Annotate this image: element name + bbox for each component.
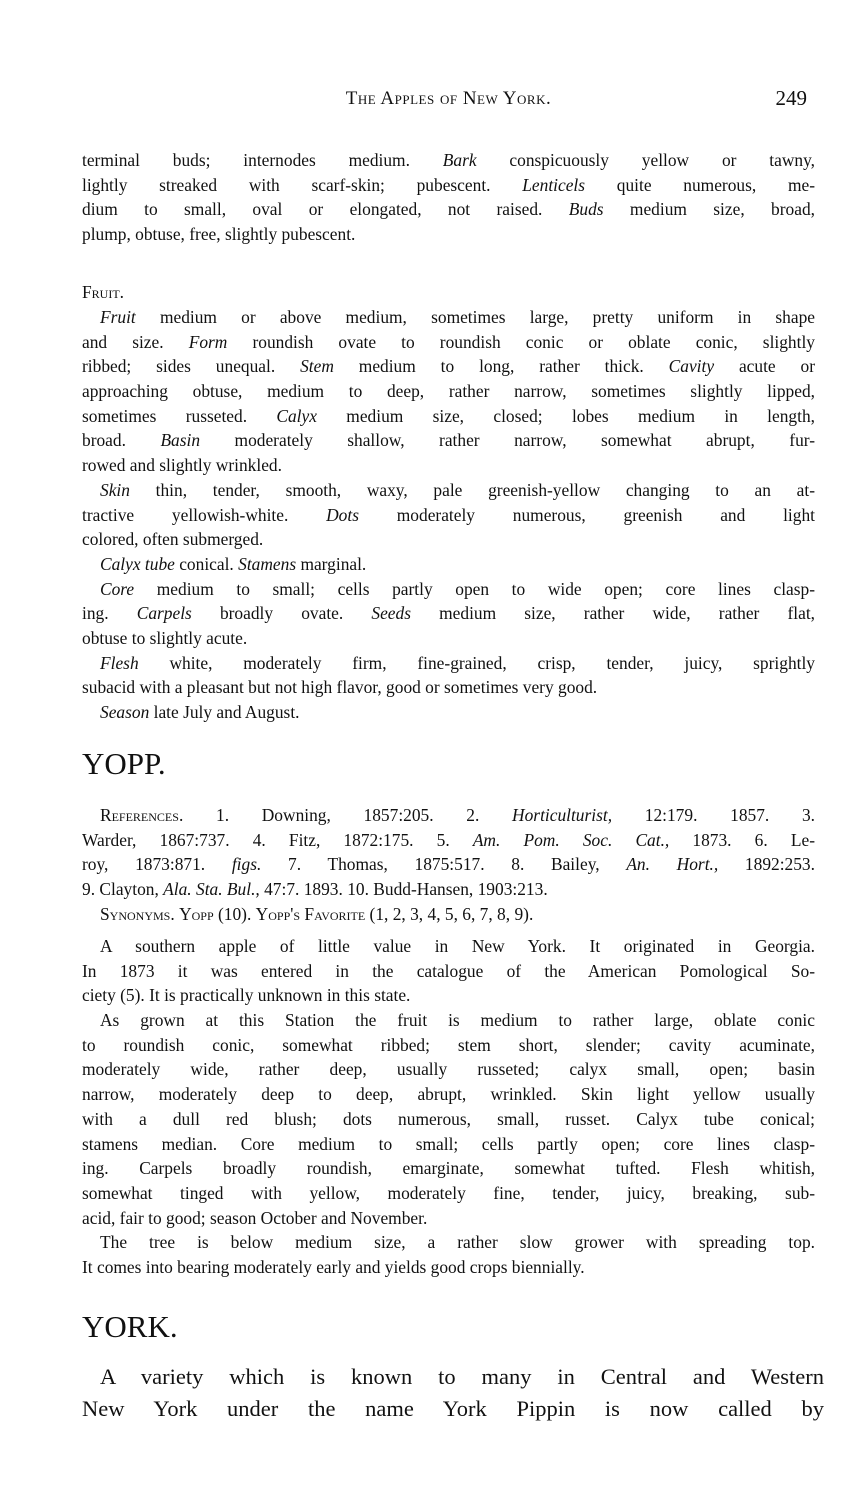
text-run: 1873. 6. Le- bbox=[669, 829, 815, 850]
text-line bbox=[82, 1181, 815, 1206]
paragraph bbox=[82, 746, 815, 781]
text-line bbox=[82, 1230, 815, 1255]
italic-term: Ala. Sta. Bul., bbox=[163, 879, 260, 900]
italic-term: Form bbox=[188, 331, 228, 352]
italic-term: Stamens bbox=[238, 553, 297, 574]
yopp-references bbox=[82, 803, 815, 926]
small-caps-term: Fruit. bbox=[82, 282, 125, 302]
paragraph bbox=[82, 934, 815, 1008]
text-run: sometimes russeted. bbox=[82, 405, 277, 426]
text-run: As grown at this Station the fruit is medium to rather large, oblate conic bbox=[100, 1010, 815, 1031]
text-run: conical. bbox=[174, 553, 239, 574]
italic-term: Basin bbox=[160, 430, 201, 451]
text-line bbox=[82, 1309, 815, 1344]
text-run: 12:179. 1857. 3. bbox=[612, 805, 816, 825]
text-run: medium size, rather wide, rather flat, bbox=[410, 603, 815, 624]
yopp-heading bbox=[82, 746, 815, 781]
italic-term: figs. bbox=[231, 854, 262, 875]
italic-term: An. Hort., bbox=[626, 854, 719, 875]
text-line bbox=[82, 1393, 824, 1425]
paragraph bbox=[82, 1008, 815, 1230]
text-run: obtuse to slightly acute. bbox=[82, 627, 248, 648]
italic-term: Calyx bbox=[276, 405, 317, 426]
text-line bbox=[82, 197, 815, 222]
text-run: quite numerous, me- bbox=[585, 174, 815, 195]
text-run: dium to small, oval or elongated, not raised. bbox=[82, 199, 569, 220]
text-line bbox=[82, 404, 815, 429]
york-heading bbox=[82, 1309, 815, 1344]
text-run: 9. Clayton, bbox=[82, 879, 164, 900]
paragraph bbox=[82, 1309, 815, 1344]
text-run: 1892:253. bbox=[718, 854, 815, 875]
text-line bbox=[82, 959, 815, 984]
text-line bbox=[82, 746, 815, 781]
text-run: marginal. bbox=[296, 553, 367, 574]
text-run: The tree is below medium size, a rather slow grower with spreading top. bbox=[100, 1232, 815, 1253]
text-run: moderately numerous, greenish and light bbox=[358, 504, 815, 525]
paragraph bbox=[82, 552, 815, 577]
text-line bbox=[82, 453, 815, 478]
text-line bbox=[82, 934, 815, 959]
italic-term: Carpels bbox=[136, 603, 192, 624]
paragraph bbox=[82, 902, 815, 927]
italic-term: Cavity bbox=[668, 356, 715, 377]
paragraph bbox=[82, 651, 815, 700]
text-run: 7. Thomas, 1875:517. 8. Bailey, bbox=[261, 854, 627, 875]
text-line bbox=[82, 601, 815, 626]
text-line bbox=[82, 305, 815, 330]
text-line bbox=[82, 1156, 815, 1181]
text-line bbox=[82, 1057, 815, 1082]
text-line bbox=[82, 803, 815, 828]
yopp-description bbox=[82, 934, 815, 1280]
paragraph bbox=[82, 305, 815, 478]
paragraph bbox=[82, 1230, 815, 1279]
text-line bbox=[82, 354, 815, 379]
paragraph bbox=[82, 803, 815, 902]
text-run: stamens median. Core medium to small; cells partly open; core lines clasp- bbox=[82, 1133, 815, 1154]
running-title: The Apples of New York. bbox=[345, 88, 552, 109]
italic-term: Seeds bbox=[371, 603, 411, 624]
small-caps-term: Synonyms. bbox=[100, 903, 175, 924]
italic-term: Bark bbox=[442, 150, 477, 170]
text-run: 47:7. 1893. 10. Budd-Hansen, 1903:213. bbox=[259, 879, 548, 900]
text-run: late July and August. bbox=[149, 702, 300, 722]
text-line bbox=[82, 1255, 815, 1280]
text-run: (10). bbox=[213, 903, 256, 924]
fruit-description bbox=[82, 305, 815, 725]
text-run: to roundish conic, somewhat ribbed; stem short, slender; cavity acuminate, bbox=[82, 1034, 815, 1055]
italic-term: Lenticels bbox=[522, 174, 586, 195]
text-run: somewhat tinged with yellow, moderately fine, tender, juicy, breaking, sub- bbox=[82, 1182, 815, 1203]
text-run: with a dull red blush; dots numerous, small, russet. Calyx tube conical; bbox=[82, 1108, 815, 1129]
text-run: ing. bbox=[82, 603, 137, 624]
text-line bbox=[82, 552, 815, 577]
text-line bbox=[82, 626, 815, 651]
text-line bbox=[82, 330, 815, 355]
paragraph bbox=[82, 700, 815, 725]
text-run: roundish ovate to roundish conic or oblate conic, slightly bbox=[227, 331, 815, 352]
text-run: medium size, closed; lobes medium in length, bbox=[316, 405, 815, 426]
text-line bbox=[82, 527, 815, 552]
text-line bbox=[82, 983, 815, 1008]
york-intro bbox=[82, 1361, 824, 1425]
text-line bbox=[82, 1107, 815, 1132]
text-line bbox=[82, 379, 815, 404]
text-line bbox=[82, 222, 815, 247]
text-line bbox=[82, 503, 815, 528]
italic-term: Dots bbox=[326, 504, 359, 525]
text-line bbox=[82, 280, 815, 305]
text-line bbox=[82, 428, 815, 453]
text-run: conspicuously yellow or tawny, bbox=[476, 150, 815, 170]
text-run: approaching obtuse, medium to deep, rather narrow, sometimes slightly lipped, bbox=[82, 381, 815, 402]
text-line bbox=[82, 173, 815, 198]
text-line bbox=[82, 148, 815, 173]
text-run: It comes into bearing moderately early and yields good crops biennially. bbox=[82, 1256, 585, 1277]
small-caps-term: Yopp's Favorite bbox=[255, 903, 366, 924]
text-run: 1. Downing, 1857:205. 2. bbox=[183, 805, 513, 825]
small-caps-term: References. bbox=[100, 805, 184, 825]
text-line bbox=[82, 902, 815, 927]
italic-term: Calyx tube bbox=[100, 553, 175, 574]
small-caps-term: Yopp bbox=[179, 903, 214, 924]
text-run: broadly ovate. bbox=[191, 603, 372, 624]
text-run: roy, 1873:871. bbox=[82, 854, 232, 875]
italic-term: Stem bbox=[300, 356, 334, 377]
text-run: medium to small; cells partly open to wide open; core lines clasp- bbox=[134, 578, 815, 599]
paragraph bbox=[82, 148, 815, 247]
text-run: moderately shallow, rather narrow, somewhat abrupt, fur- bbox=[200, 430, 816, 451]
tree-description bbox=[82, 148, 815, 247]
text-line bbox=[82, 1082, 815, 1107]
fruit-heading bbox=[82, 280, 815, 305]
text-run: medium to long, rather thick. bbox=[333, 356, 669, 377]
italic-term: Season bbox=[100, 702, 150, 722]
text-run: ing. Carpels broadly roundish, emarginate, somewhat tufted. Flesh whitish, bbox=[82, 1158, 815, 1179]
text-run: lightly streaked with scarf-skin; pubescent. bbox=[82, 174, 523, 195]
text-line bbox=[82, 828, 815, 853]
text-run: thin, tender, smooth, waxy, pale greenish-yellow changing to an at- bbox=[129, 479, 815, 500]
italic-term: Flesh bbox=[100, 652, 139, 673]
text-line bbox=[82, 877, 815, 902]
text-run: ciety (5). It is practically unknown in this state. bbox=[82, 985, 411, 1006]
text-run: ribbed; sides unequal. bbox=[82, 356, 301, 377]
text-run: A variety which is known to many in Central and Western bbox=[100, 1364, 824, 1389]
text-run: and size. bbox=[82, 331, 189, 352]
text-line bbox=[82, 1361, 824, 1393]
running-header bbox=[82, 88, 815, 118]
text-run: plump, obtuse, free, slightly pubescent. bbox=[82, 224, 356, 245]
text-line bbox=[82, 1206, 815, 1231]
text-run: white, moderately firm, fine-grained, crisp, tender, juicy, sprightly bbox=[138, 652, 815, 673]
italic-term: Core bbox=[100, 578, 135, 599]
text-line bbox=[82, 478, 815, 503]
text-run: (1, 2, 3, 4, 5, 6, 7, 8, 9). bbox=[365, 903, 534, 924]
paragraph bbox=[82, 280, 815, 305]
text-run: A southern apple of little value in New York. It originated in Georgia. bbox=[100, 936, 815, 956]
text-run: Warder, 1867:737. 4. Fitz, 1872:175. 5. bbox=[82, 829, 473, 850]
paragraph bbox=[82, 577, 815, 651]
page-number: 249 bbox=[775, 86, 807, 110]
text-run: medium or above medium, sometimes large, pretty uniform in shape bbox=[135, 307, 815, 327]
text-run: rowed and slightly wrinkled. bbox=[82, 455, 282, 476]
paragraph bbox=[82, 1361, 824, 1425]
text-run: subacid with a pleasant but not high flavor, good or sometimes very good. bbox=[82, 677, 598, 698]
text-run: tractive yellowish-white. bbox=[82, 504, 327, 525]
text-run: medium size, broad, bbox=[603, 199, 815, 220]
text-line bbox=[82, 1033, 815, 1058]
italic-term: Am. Pom. Soc. Cat., bbox=[472, 829, 670, 850]
text-line bbox=[82, 577, 815, 602]
text-line bbox=[82, 1008, 815, 1033]
paragraph bbox=[82, 478, 815, 552]
italic-term: Skin bbox=[100, 479, 130, 500]
text-run: acute or bbox=[714, 356, 815, 377]
text-run: YORK. bbox=[82, 1309, 178, 1344]
text-line bbox=[82, 852, 815, 877]
text-run: YOPP. bbox=[82, 746, 166, 781]
text-run: New York under the name York Pippin is now called by bbox=[82, 1396, 824, 1421]
text-run: broad. bbox=[82, 430, 161, 451]
text-line bbox=[82, 700, 815, 725]
italic-term: Fruit bbox=[100, 307, 136, 327]
text-run: narrow, moderately deep to deep, abrupt, wrinkled. Skin light yellow usually bbox=[82, 1084, 815, 1105]
italic-term: Buds bbox=[568, 199, 604, 220]
text-run: moderately wide, rather deep, usually russeted; calyx small, open; basin bbox=[82, 1059, 815, 1080]
text-line bbox=[82, 651, 815, 676]
text-run: acid, fair to good; season October and November. bbox=[82, 1207, 428, 1228]
text-line bbox=[82, 1132, 815, 1157]
text-run: colored, often submerged. bbox=[82, 529, 264, 550]
text-run: In 1873 it was entered in the catalogue of the American Pomological So- bbox=[82, 960, 815, 981]
text-run: terminal buds; internodes medium. bbox=[82, 150, 443, 170]
italic-term: Horticulturist, bbox=[512, 805, 613, 825]
text-line bbox=[82, 675, 815, 700]
